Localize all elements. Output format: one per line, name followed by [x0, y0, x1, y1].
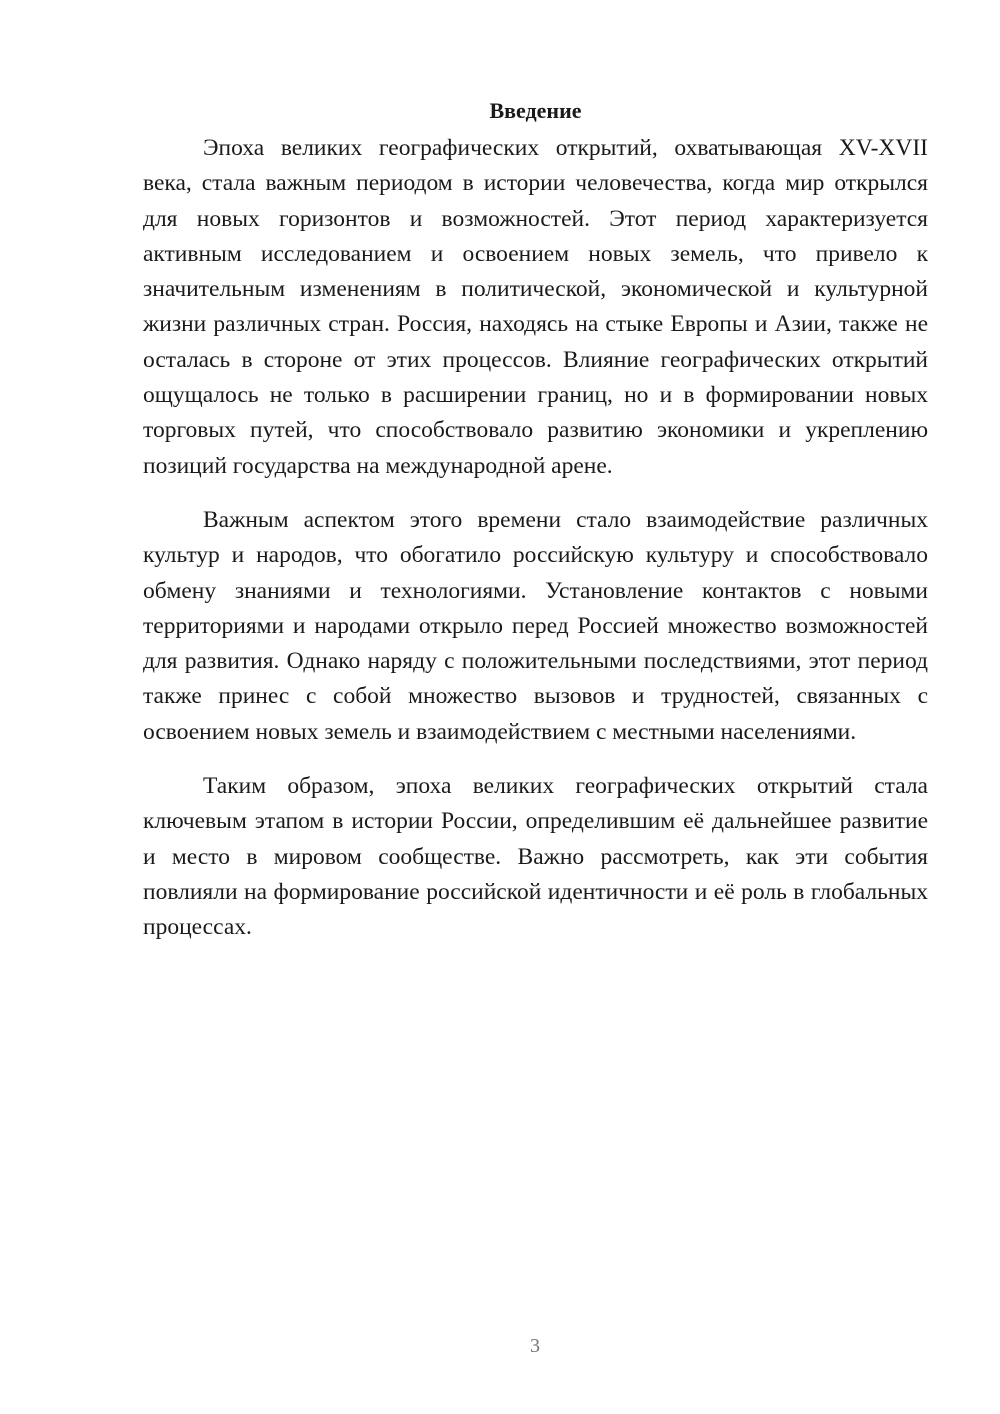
paragraph-3: Таким образом, эпоха великих географических открытий стала ключевым этапом в истории России, определившим её дальнейшее развитие и место в мировом сообществе. Важно рассмотреть, как эти события повлияли на формирование российской идентичности и её роль в глобальных процессах. [143, 773, 928, 941]
section-title: Введение [489, 98, 582, 123]
page-content [143, 95, 928, 946]
paragraph-2: Важным аспектом этого времени стало взаимодействие различных культур и народов, что обогатило российскую культуру и способствовало обмену знаниями и технологиями. Установление контактов с новыми территориями и народами открыло перед Россией множество возможностей для развития. Однако наряду с положительными последствиями, этот период также принес с собой множество вызовов и трудностей, связанных с освоением новых земель и взаимодействием с местными населениями. [143, 506, 928, 745]
page-number: 3 [530, 1335, 540, 1357]
paragraph-1: Эпоха великих географических открытий, охватывающая XV-XVII века, стала важным периодом в истории человечества, когда мир открылся для новых горизонтов и возможностей. Этот период характеризуется активным исследованием и освоением новых земель, что привело к значительным изменениям в политической, экономической и культурной жизни различных стран. Россия, находясь на стыке Европы и Азии, также не осталась в стороне от этих процессов. Влияние географических открытий ощущалось не только в расширении границ, но и в формировании новых торговых путей, что способствовало развитию экономики и укреплению позиций государства на международной арене. [143, 135, 928, 479]
